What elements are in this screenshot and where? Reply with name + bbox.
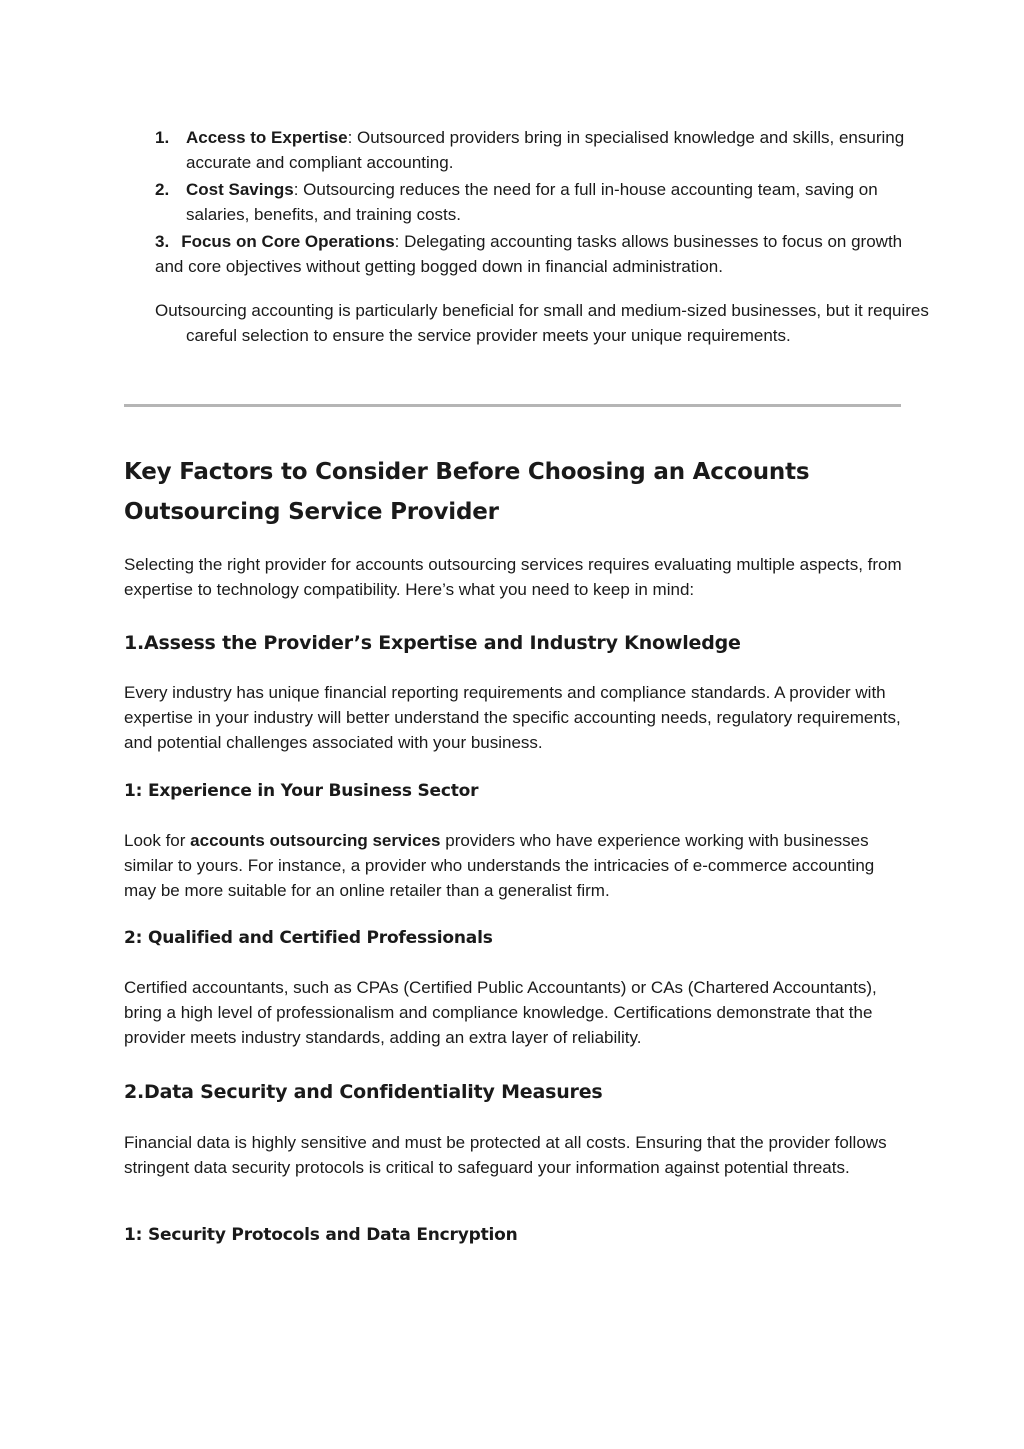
section1-paragraph: Every industry has unique financial reporting requirements and compliance standards. A provider with expertise in your industry will better understand the specific accounting needs, regulatory requirements, and potential challenges associated with your business. [124,683,901,752]
section1-sub2-heading: 2: Qualified and Certified Professionals [124,928,493,948]
list-item [155,177,905,227]
sub1-text-link: accounts outsourcing services [190,831,441,850]
horizontal-divider [124,404,901,407]
benefits-list [155,125,905,281]
intro-paragraph: Selecting the right provider for accounts outsourcing services requires evaluating multiple aspects, from expertise to technology compatibility. Here’s what you need to keep in mind: [124,555,902,599]
list-item-title: Focus on Core Operations [181,232,395,251]
list-item-text: : Outsourcing reduces the need for a full in-house accounting team, saving on salaries, benefits, and training costs. [186,180,878,224]
main-heading: Key Factors to Consider Before Choosing an Accounts Outsourcing Service Provider [124,459,810,525]
list-number: 3. [155,232,170,251]
section1-sub1-heading: 1: Experience in Your Business Sector [124,781,479,801]
list-item-title: Cost Savings [186,180,294,199]
list-item-text: : Delegating accounting tasks allows businesses to focus on growth and core objectives without getting bogged down in financial administration. [155,232,903,276]
section2-paragraph: Financial data is highly sensitive and must be protected at all costs. Ensuring that the provider follows stringent data security protocols is critical to safeguard your information against potential threats. [124,1133,887,1177]
list-item-title: Access to Expertise [186,128,348,147]
list-item [155,229,905,279]
section2-heading: 2.Data Security and Confidentiality Measures [124,1081,603,1103]
section1-sub2-paragraph: Certified accountants, such as CPAs (Certified Public Accountants) or CAs (Chartered Accountants), bring a high level of professionalism and compliance knowledge. Certifications demonstrate that the provider meets industry standards, adding an extra layer of reliability. [124,978,877,1047]
list-item [155,125,905,175]
sub1-text-after: providers who have experience working with businesses similar to yours. For instance, a provider who understands the intricacies of e-commerce accounting may be more suitable for an online retailer than a generalist firm. [124,831,875,900]
list-number: 2. [155,180,170,199]
sub1-text-before: Look for [124,831,191,850]
outro-paragraph: Outsourcing accounting is particularly beneficial for small and medium-sized businesses, but it requires careful selection to ensure the service provider meets your unique requirements. [155,301,929,345]
section1-sub1-paragraph [124,828,904,903]
section1-heading: 1.Assess the Provider’s Expertise and Industry Knowledge [124,632,741,654]
list-item-text: : Outsourced providers bring in specialised knowledge and skills, ensuring accurate and compliant accounting. [186,128,905,172]
section2-sub1-heading: 1: Security Protocols and Data Encryption [124,1225,518,1245]
list-number: 1. [155,128,170,147]
